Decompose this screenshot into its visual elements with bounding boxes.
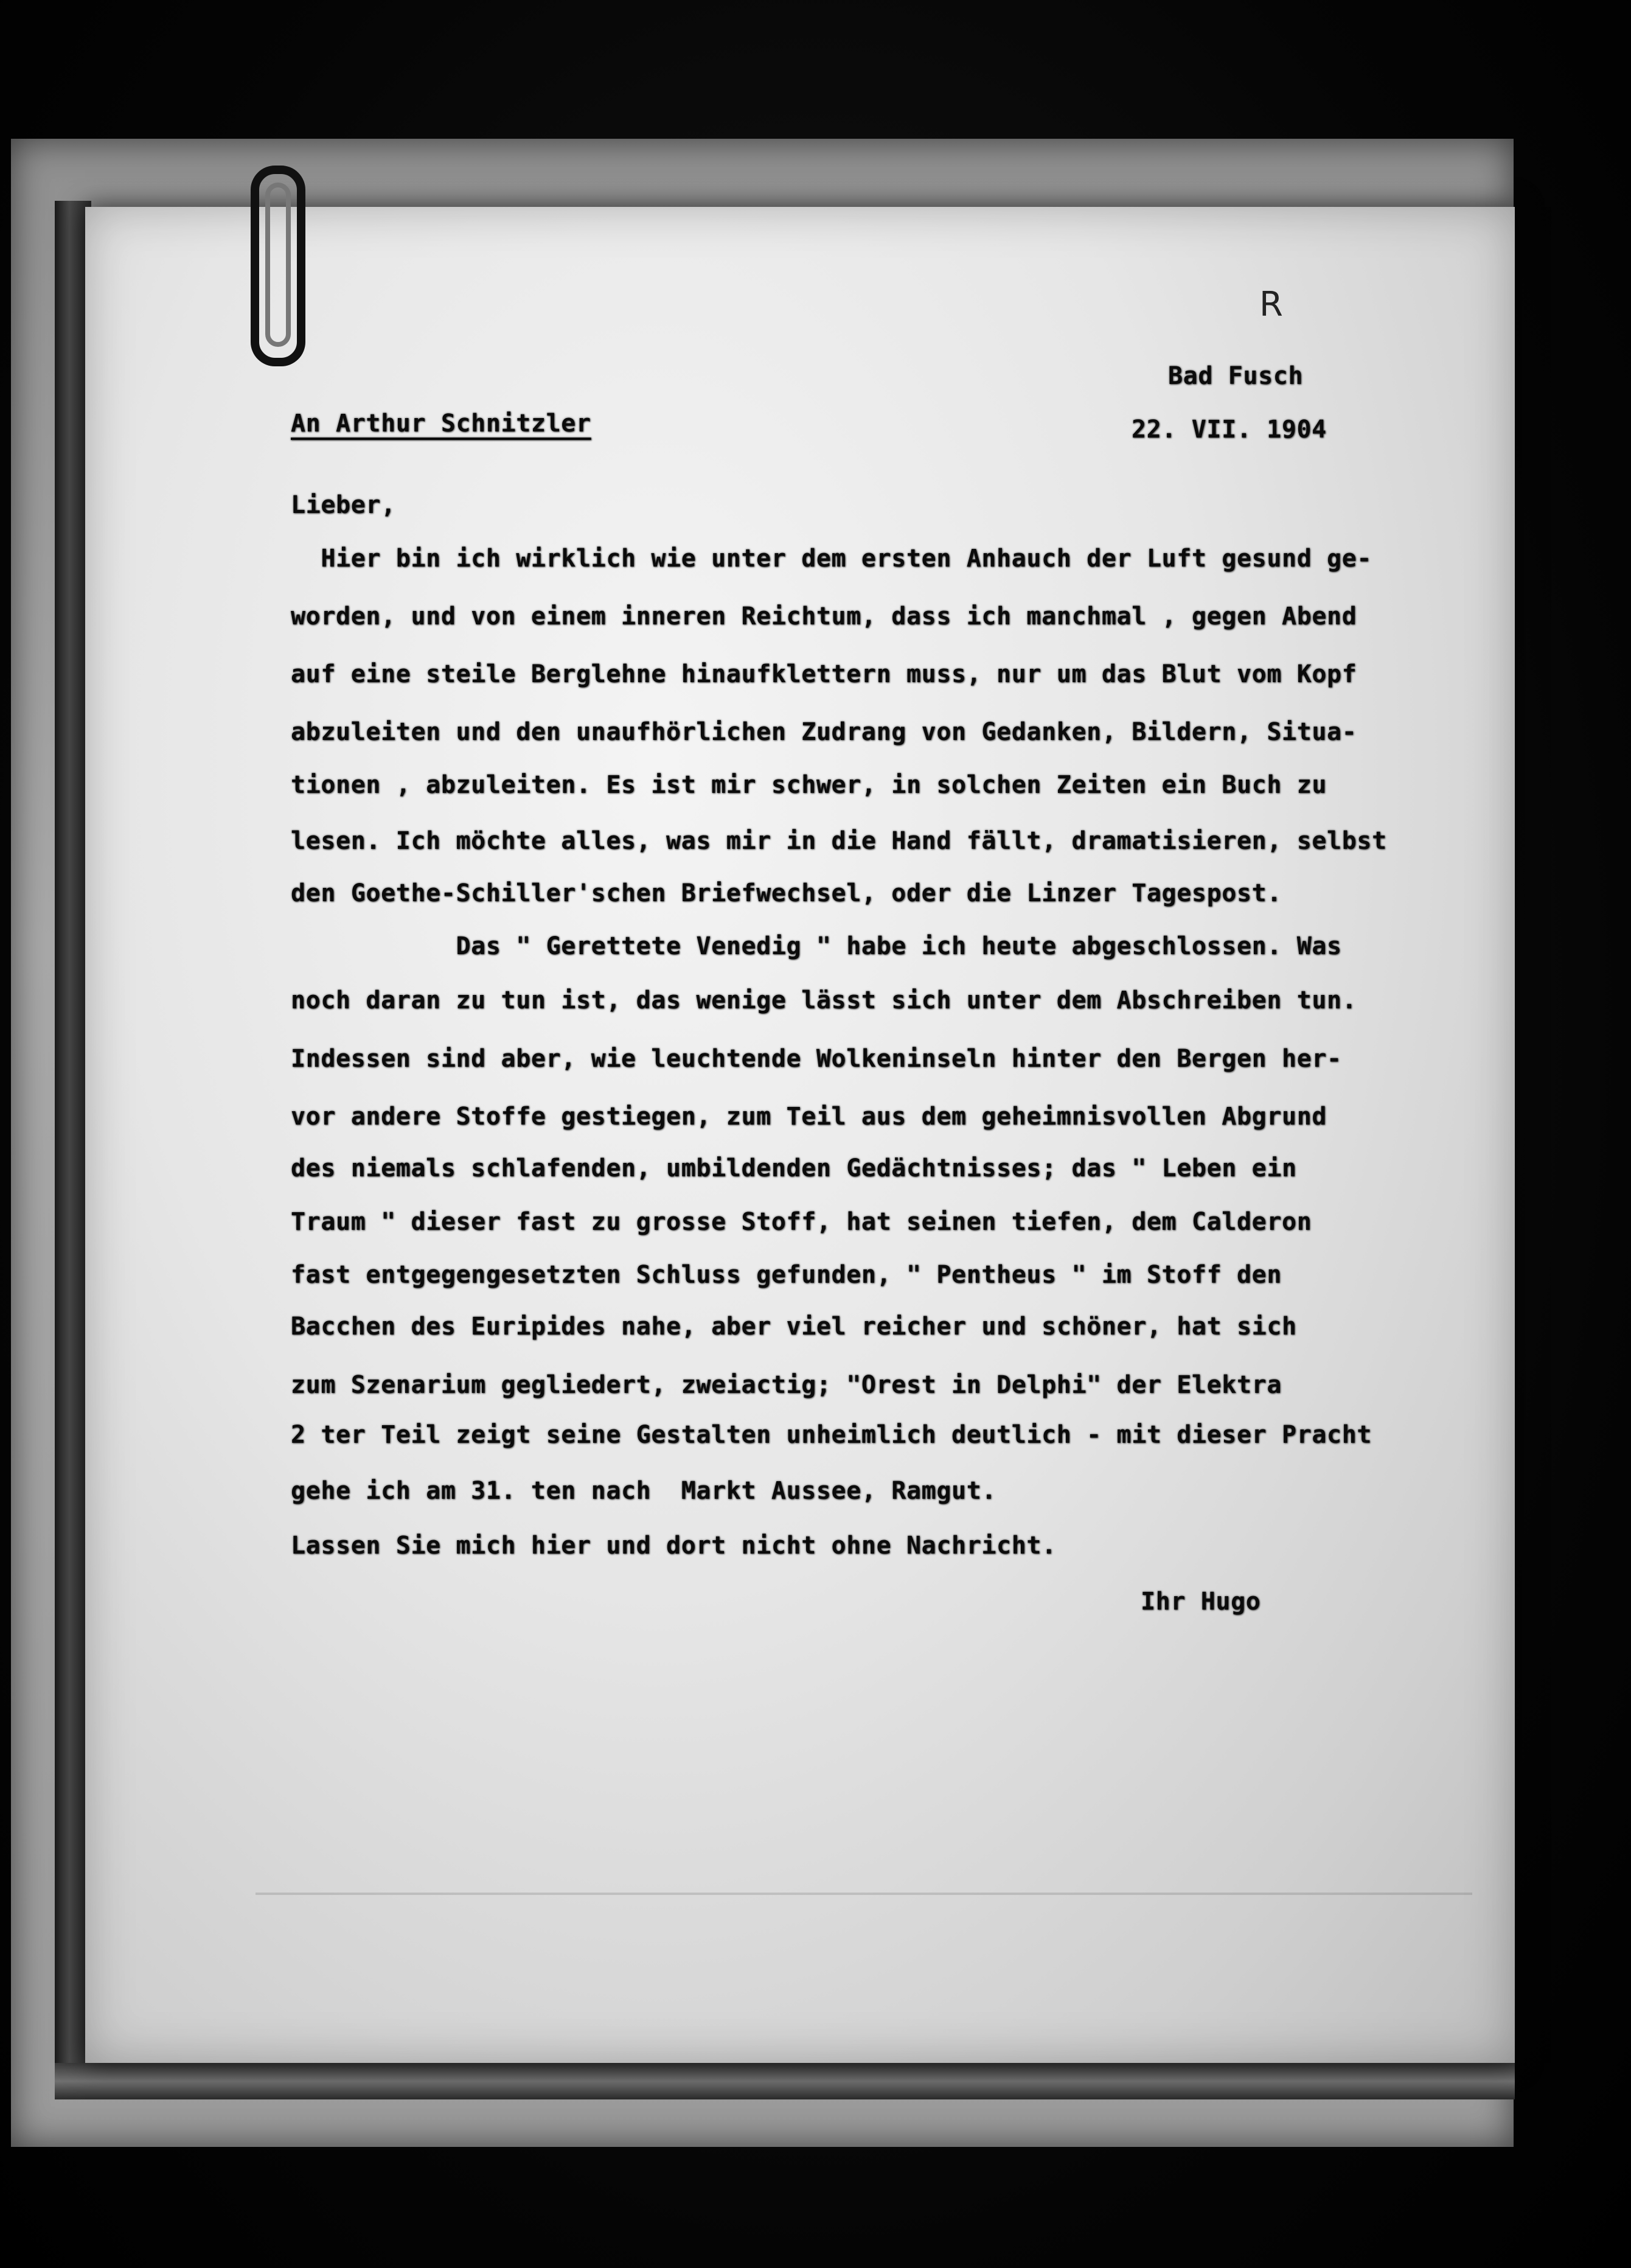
board-bottom-edge bbox=[55, 2063, 1515, 2099]
letter-sheet bbox=[85, 207, 1515, 2063]
letter-line: des niemals schlafenden, umbildenden Gedächtnisses; das " Leben ein bbox=[291, 1154, 1297, 1182]
letter-line: Hier bin ich wirklich wie unter dem ersten Anhauch der Luft gesund ge- bbox=[291, 545, 1372, 573]
letter-closing: Ihr Hugo bbox=[1141, 1588, 1261, 1616]
letter-line: vor andere Stoffe gestiegen, zum Teil aus dem geheimnisvollen Abgrund bbox=[291, 1103, 1327, 1131]
letter-salutation: Lieber, bbox=[291, 491, 396, 519]
letter-line: Traum " dieser fast zu grosse Stoff, hat seinen tiefen, dem Calderon bbox=[291, 1208, 1312, 1236]
paper-clip-inner bbox=[265, 183, 291, 347]
letter-line: Das " Gerettete Venedig " habe ich heute abgeschlossen. Was bbox=[291, 932, 1342, 960]
letter-line: den Goethe-Schiller'schen Briefwechsel, oder die Linzer Tagespost. bbox=[291, 879, 1282, 907]
paper-crease bbox=[256, 1893, 1472, 1895]
letter-line: lesen. Ich möchte alles, was mir in die Hand fällt, dramatisieren, selbst bbox=[291, 827, 1387, 855]
letter-line: Lassen Sie mich hier und dort nicht ohne Nachricht. bbox=[291, 1532, 1057, 1560]
letter-line: 2 ter Teil zeigt seine Gestalten unheimlich deutlich - mit dieser Pracht bbox=[291, 1421, 1372, 1449]
letter-line: fast entgegengesetzten Schluss gefunden, " Pentheus " im Stoff den bbox=[291, 1261, 1282, 1289]
letter-addressee: An Arthur Schnitzler bbox=[291, 410, 591, 438]
archive-mark: R bbox=[1259, 285, 1283, 324]
letter-line: abzuleiten und den unaufhörlichen Zudrang von Gedanken, Bildern, Situa- bbox=[291, 718, 1357, 746]
letter-place: Bad Fusch bbox=[1168, 362, 1304, 390]
letter-line: tionen , abzuleiten. Es ist mir schwer, in solchen Zeiten ein Buch zu bbox=[291, 771, 1327, 799]
letter-line: gehe ich am 31. ten nach Markt Aussee, Ramgut. bbox=[291, 1477, 997, 1505]
letter-line: worden, und von einem inneren Reichtum, dass ich manchmal , gegen Abend bbox=[291, 602, 1357, 630]
letter-line: Bacchen des Euripides nahe, aber viel reicher und schöner, hat sich bbox=[291, 1313, 1297, 1341]
letter-date: 22. VII. 1904 bbox=[1132, 416, 1327, 444]
letter-line: Indessen sind aber, wie leuchtende Wolkeninseln hinter den Bergen her- bbox=[291, 1045, 1342, 1073]
letter-line: noch daran zu tun ist, das wenige lässt sich unter dem Abschreiben tun. bbox=[291, 986, 1357, 1014]
letter-line: zum Szenarium gegliedert, zweiactig; "Orest in Delphi" der Elektra bbox=[291, 1371, 1282, 1399]
letter-line: auf eine steile Berglehne hinaufklettern muss, nur um das Blut vom Kopf bbox=[291, 660, 1357, 688]
